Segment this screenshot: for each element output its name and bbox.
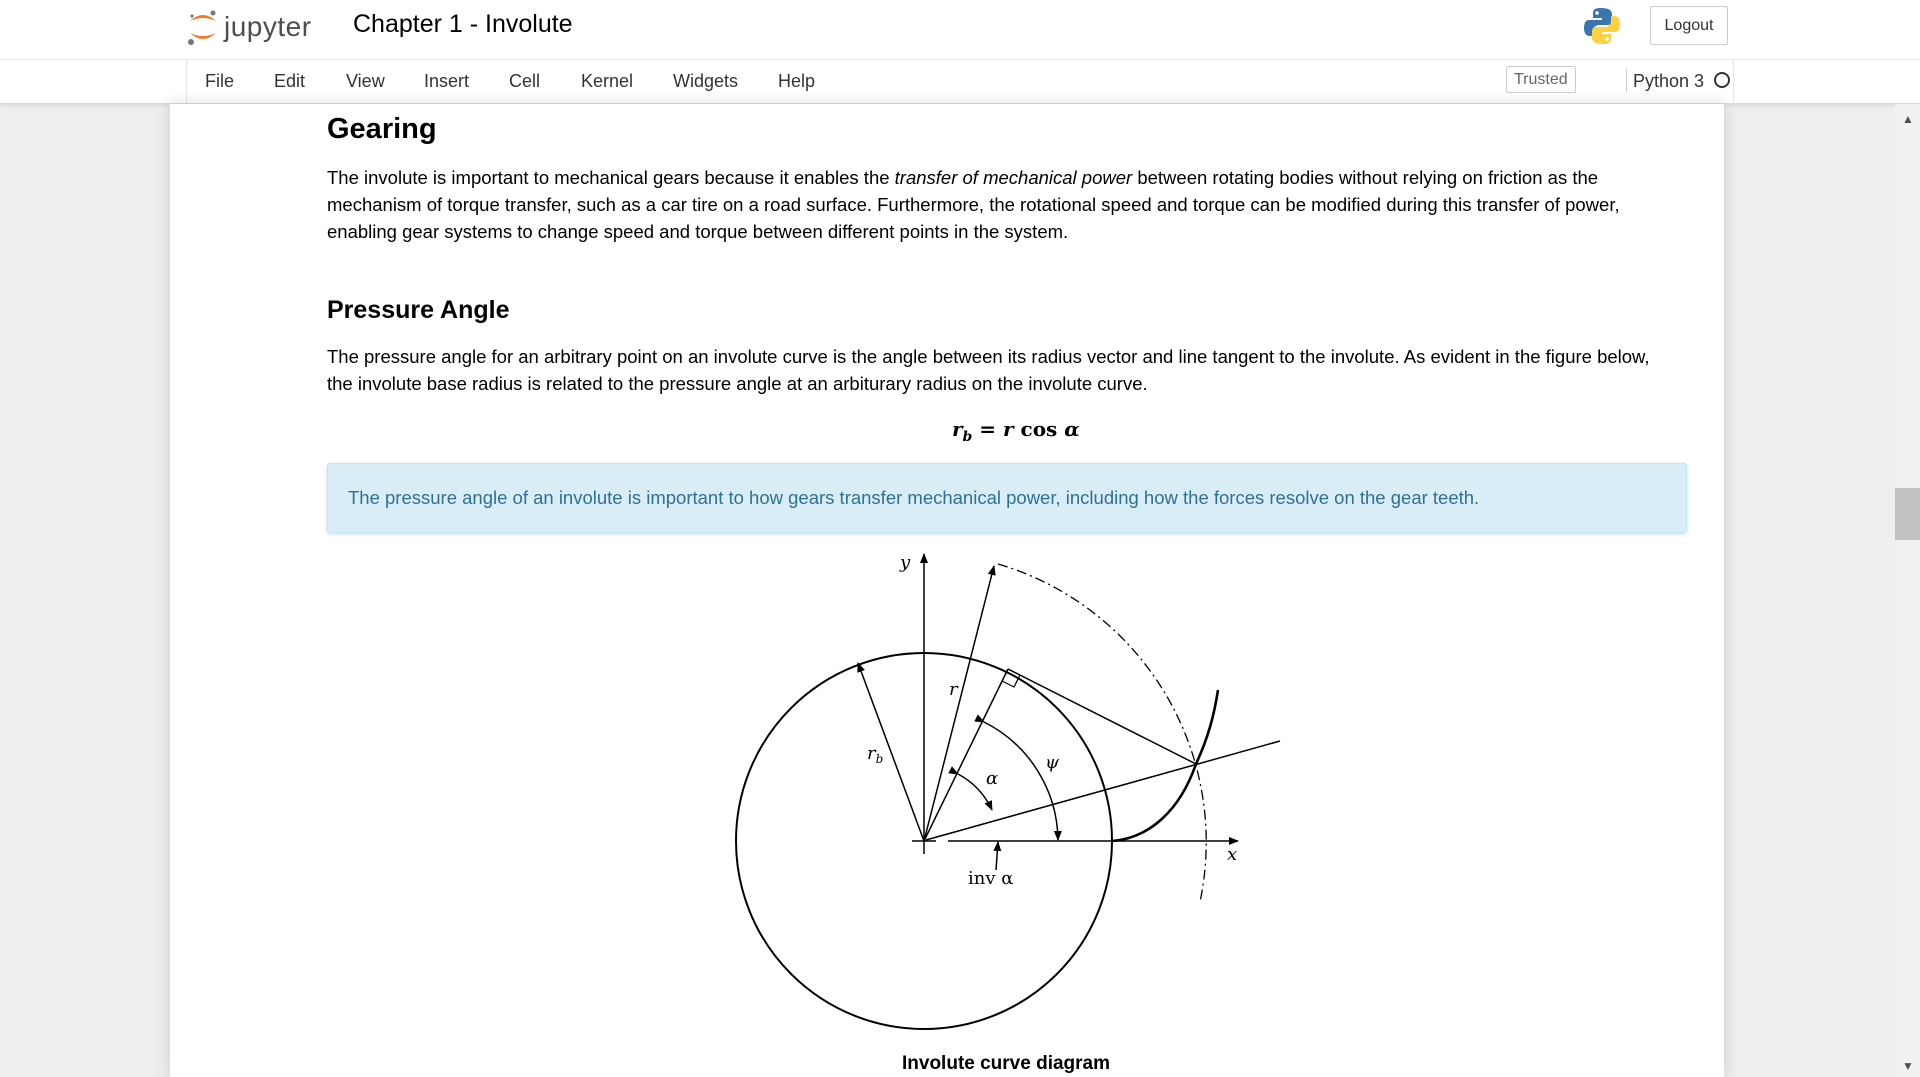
gearing-text-emphasis: transfer of mechanical power [894,167,1133,188]
rb-label [867,743,883,766]
inv-alpha-label: inv α [968,868,1014,889]
info-callout-text: The pressure angle of an involute is important to how gears transfer mechanical power, including how the forces resolve on the gear teeth. [348,487,1480,508]
equation-r: r [1003,417,1014,441]
menubar-inner [186,60,1734,102]
pressure-angle-equation [952,417,1080,445]
gearing-text-after: between rotating bodies without relying on friction as the mechanism of torque transfer, such as a car tire on a road surface. Furthermore, the rotational speed and torque can be modified during this transfer of power, enabling gear systems to change speed and torque between different points in the system. [327,167,1620,242]
scrollbar-thumb[interactable] [1895,488,1920,540]
y-axis-label: y [900,552,911,573]
rb-label-main: r [867,743,876,764]
gearing-text-before: The involute is important to mechanical gears because it enables the [327,167,895,188]
python-logo-icon [1581,5,1623,47]
gearing-paragraph [327,164,1667,245]
scrollbar[interactable] [1895,104,1920,1077]
gearing-heading: Gearing [327,113,437,145]
menu-kernel[interactable]: Kernel [581,71,634,91]
scroll-up-icon[interactable]: ▲ [1902,112,1914,126]
r-label: r [949,679,958,700]
diagram-caption: Involute curve diagram [902,1053,1111,1074]
menu-help[interactable]: Help [778,71,816,91]
jupyter-logo-icon [186,7,220,47]
equation-alpha: α [1064,417,1080,441]
kernel-name: Python 3 [1626,69,1704,93]
pressure-angle-heading: Pressure Angle [327,296,510,324]
menu-view[interactable]: View [346,71,385,91]
psi-label: ψ [1045,752,1060,773]
equation-lhs-sub: b [962,429,973,445]
radius-r-line [924,566,994,841]
inv-alpha-pointer [996,842,998,870]
equation-lhs: r [952,417,963,441]
menu-widgets[interactable]: Widgets [673,71,739,91]
involute-curve [1112,690,1218,841]
tangent-line [1008,669,1196,764]
scroll-down-icon[interactable]: ▼ [1902,1059,1914,1073]
trusted-badge[interactable]: Trusted [1506,66,1576,93]
jupyter-logo-text: jupyter [224,11,312,42]
outer-circle-arc [998,564,1206,902]
notebook-title[interactable]: Chapter 1 - Involute [353,10,573,38]
pressure-angle-paragraph: The pressure angle for an arbitrary point on an involute curve is the angle between its radius vector and line tangent to the involute. As evident in the figure below, the involute base radius is related to the pressure angle at an arbiturary radius on the involute curve. [327,346,1650,394]
menu-file[interactable]: File [205,71,235,91]
tangent-radius-line [924,669,1008,841]
equation-cos: cos [1013,417,1065,441]
logout-button[interactable]: Logout [1650,6,1728,45]
alpha-label: α [986,768,999,789]
rb-label-sub: b [875,752,884,766]
kernel-status-icon [1714,72,1730,88]
involute-diagram [720,548,1290,1038]
header [0,0,1920,60]
equation-equals: = [972,417,1004,441]
info-callout [327,463,1687,533]
menu-insert[interactable]: Insert [424,71,470,91]
jupyter-logo[interactable] [186,6,312,48]
x-axis-label: x [1227,844,1238,865]
menu-edit[interactable]: Edit [274,71,306,91]
menu-cell[interactable]: Cell [509,71,541,91]
